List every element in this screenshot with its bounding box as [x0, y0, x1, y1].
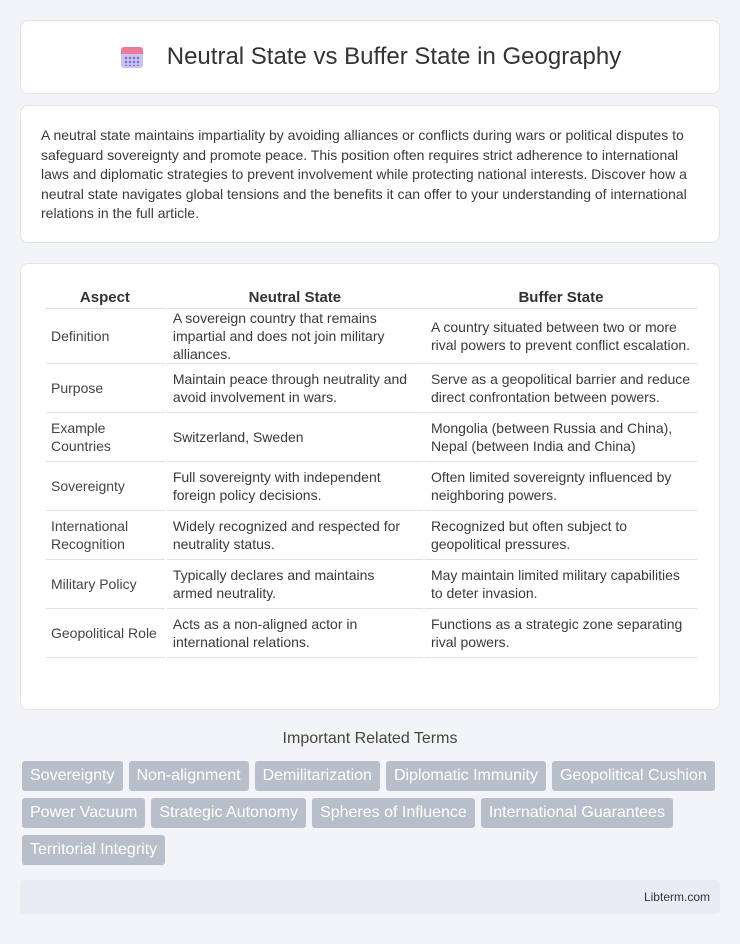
term-tag[interactable]: Geopolitical Cushion	[552, 761, 715, 791]
neutral-cell: Widely recognized and respected for neutrality status.	[167, 511, 423, 560]
term-tag[interactable]: Strategic Autonomy	[151, 798, 306, 828]
term-tag[interactable]: Spheres of Influence	[312, 798, 475, 828]
buffer-cell: A country situated between two or more rival powers to prevent conflict escalation.	[425, 309, 697, 364]
aspect-cell: International Recognition	[45, 511, 165, 560]
buffer-cell: Recognized but often subject to geopolitical pressures.	[425, 511, 697, 560]
table-row	[45, 413, 697, 462]
buffer-cell: Often limited sovereignty influenced by neighboring powers.	[425, 462, 697, 511]
term-tag[interactable]: Territorial Integrity	[22, 835, 165, 865]
neutral-cell: Switzerland, Sweden	[167, 413, 423, 462]
table-row	[45, 609, 697, 658]
term-tag[interactable]: Demilitarization	[255, 761, 380, 791]
neutral-cell: Typically declares and maintains armed neutrality.	[167, 560, 423, 609]
table-row	[45, 462, 697, 511]
aspect-cell: Sovereignty	[45, 462, 165, 511]
header-neutral-state: Neutral State	[167, 286, 423, 309]
term-tag[interactable]: Non-alignment	[129, 761, 249, 791]
table-row	[45, 511, 697, 560]
aspect-cell: Example Countries	[45, 413, 165, 462]
buffer-cell: Mongolia (between Russia and China), Nepal (between India and China)	[425, 413, 697, 462]
aspect-cell: Purpose	[45, 364, 165, 413]
term-tag[interactable]: Sovereignty	[22, 761, 123, 791]
header-aspect: Aspect	[45, 286, 165, 309]
page-title: Neutral State vs Buffer State in Geography	[166, 43, 622, 70]
neutral-cell: Acts as a non-aligned actor in international relations.	[167, 609, 423, 658]
comparison-table	[43, 286, 699, 658]
neutral-cell: A sovereign country that remains impartial and does not join military alliances.	[167, 309, 423, 364]
buffer-cell: May maintain limited military capabilities to deter invasion.	[425, 560, 697, 609]
related-terms-list	[22, 761, 722, 865]
buffer-cell: Serve as a geopolitical barrier and reduce direct confrontation between powers.	[425, 364, 697, 413]
related-terms-heading: Important Related Terms	[282, 730, 458, 747]
table-row	[45, 309, 697, 364]
neutral-cell: Full sovereignty with independent foreign policy decisions.	[167, 462, 423, 511]
comparison-card	[20, 263, 720, 710]
calendar-icon	[119, 44, 145, 70]
aspect-cell: Geopolitical Role	[45, 609, 165, 658]
footer	[20, 880, 720, 914]
term-tag[interactable]: Diplomatic Immunity	[386, 761, 546, 791]
intro-card	[20, 105, 720, 243]
table-row	[45, 364, 697, 413]
table-row	[45, 560, 697, 609]
buffer-cell: Functions as a strategic zone separating rival powers.	[425, 609, 697, 658]
table-header-row	[45, 286, 697, 309]
term-tag[interactable]: International Guarantees	[481, 798, 673, 828]
neutral-cell: Maintain peace through neutrality and avoid involvement in wars.	[167, 364, 423, 413]
title-card	[20, 20, 720, 94]
term-tag[interactable]: Power Vacuum	[22, 798, 145, 828]
header-buffer-state: Buffer State	[425, 286, 697, 309]
aspect-cell: Military Policy	[45, 560, 165, 609]
footer-site-link[interactable]: Libterm.com	[643, 890, 710, 904]
intro-text: A neutral state maintains impartiality by avoiding alliances or conflicts during wars or political disputes to safeguard sovereignty and promote peace. This position often requires strict adherence to international laws and diplomatic strategies to prevent involvement while protecting national interests. Discover how a neutral state navigates global tensions and the benefits it can offer to your understanding of international relations in the full article.	[41, 127, 687, 221]
aspect-cell: Definition	[45, 309, 165, 364]
